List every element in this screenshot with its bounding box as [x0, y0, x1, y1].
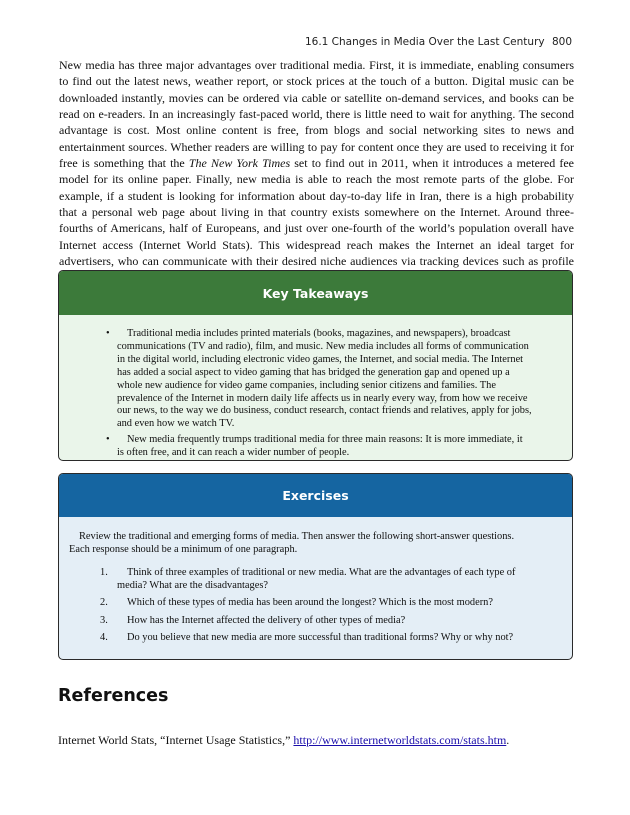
exercises-box [58, 473, 573, 660]
body-text-part-2: set to find out in 2011, when it introduces a metered fee model for its online paper. Finally, new media is able to reach the most remote parts of the globe. For example, if a student is looking for information about day-to-day life in Iran, there is a high probability that a personal web page about living in that country exists somewhere on the Internet. Around three-fourths of Americans, half of Europeans, and just over one-fourth of the world’s population overall have Internet access (Internet World Stats). This widespread reach makes the Internet an ideal target for advertisers, who can communicate with their desired niche audiences via tracking devices such as profile [59, 156, 574, 269]
citation-text: Internet World Stats, “Internet Usage Statistics,” [58, 733, 294, 747]
key-takeaways-list [59, 328, 572, 460]
page-number: 800 [551, 36, 572, 48]
bullet-icon: • [106, 328, 110, 339]
bullet-icon: • [106, 434, 110, 446]
body-text-part-1: New media has three major advantages over traditional media. First, it is immediate, enabling consumers to find out the latest news, weather report, or stock prices at the touch of a button. Digital music can be downloaded instantly, movies can be ordered via cable or satellite on-demand services, and books can be read on e-readers. In an increasingly fast-paced world, there is little need to wait for anything. The second advantage is cost. Most online content is free, from blogs and social networking sites to news and entertainment sources. Whether readers are willing to pay for content once they are used to receiving it for free is something that the [59, 58, 574, 171]
references-heading: References [58, 686, 169, 706]
body-paragraph [59, 57, 574, 286]
reference-citation [58, 733, 509, 748]
list-item [59, 328, 572, 431]
list-item [59, 597, 572, 610]
list-item [59, 567, 572, 593]
list-item [59, 434, 572, 460]
list-item [59, 632, 572, 645]
header-section-title: 16.1 Changes in Media Over the Last Century [304, 36, 545, 48]
key-takeaways-box [58, 270, 573, 461]
reference-link[interactable]: http://www.internetworldstats.com/stats.htm [293, 733, 507, 747]
list-item [59, 615, 572, 628]
takeaway-text: Traditional media includes printed materials (books, magazines, and newspapers), broadcast communications (TV and radio), film, and music. New media includes all forms of communication in the digital world, including electronic video games, the Internet, and social media. The Internet has added a social aspect to video gaming that has bridged the generation gap and opened up a whole new audience for video game companies, including senior citizens and families. The prevalence of the Internet in modern daily life affects us in nearly every way, from how we receive our news, to the way we do business, conduct research, contact friends and relatives, apply for jobs, and even how we watch TV. [117, 328, 532, 430]
newspaper-title: The New York Times [188, 156, 291, 171]
citation-end: . [506, 733, 510, 747]
exercise-text: Think of three examples of traditional or new media. What are the advantages of each type of media? What are the disadvantages? [117, 566, 516, 591]
exercise-text: How has the Internet affected the delivery of other types of media? [127, 614, 406, 626]
item-number: 3. [100, 614, 108, 626]
takeaway-text: New media frequently trumps traditional media for three main reasons: It is more immediate, it is often free, and it can reach a wider number of people. [117, 434, 523, 459]
exercises-intro: Review the traditional and emerging forms of media. Then answer the following short-answer questions. Each response should be a minimum of one paragraph. [69, 531, 515, 555]
item-number: 1. [100, 566, 108, 578]
exercise-text: Which of these types of media has been around the longest? Which is the most modern? [127, 597, 493, 609]
running-header [305, 36, 572, 48]
item-number: 2. [100, 597, 108, 609]
exercises-list [59, 567, 572, 645]
item-number: 4. [100, 631, 108, 643]
exercise-text: Do you believe that new media are more successful than traditional forms? Why or why not? [127, 631, 514, 643]
exercises-title: Exercises [59, 474, 572, 517]
key-takeaways-title: Key Takeaways [59, 271, 572, 315]
